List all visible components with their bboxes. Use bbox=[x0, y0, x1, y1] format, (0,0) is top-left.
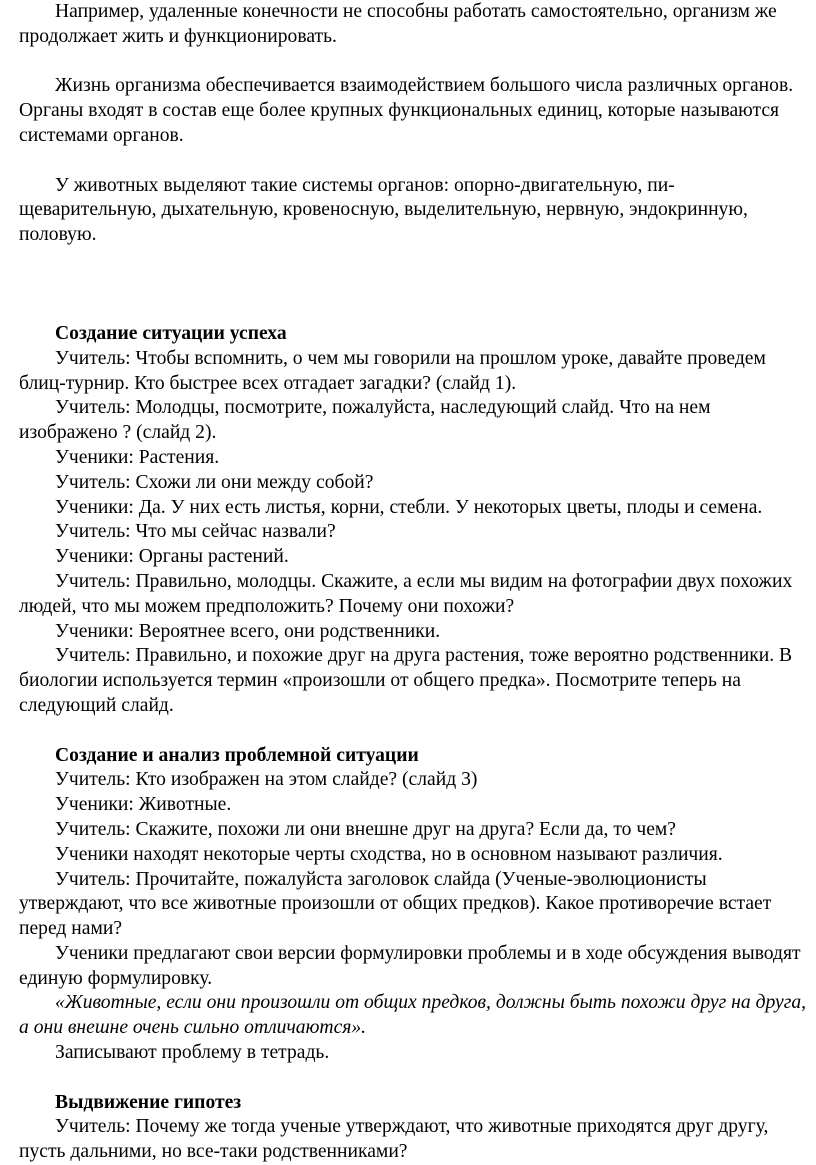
dialogue-line: Учитель: Правильно, молодцы. Скажите, а если мы видим на фотографии двух похожих людей, что мы можем предположить? Почему они похожи? bbox=[19, 570, 793, 617]
dialogue-line: Ученики: Органы растений. bbox=[55, 546, 289, 568]
section-heading-hypotheses: Выдвижение гипотез bbox=[55, 1091, 242, 1113]
dialogue-line: Учитель: Почему же тогда ученые утверждают, что животные приходятся друг другу, пусть дальними, но все-таки родственниками? bbox=[19, 1116, 769, 1163]
dialogue-line: Записывают проблему в тетрадь. bbox=[55, 1042, 330, 1064]
spacer bbox=[19, 719, 813, 744]
dialogue-line: Учитель: Скажите, похожи ли они внешне друг на друга? Если да, то чем? bbox=[55, 818, 676, 840]
dialogue-line: Учитель: Прочитайте, пожалуйста заголовок слайда (Ученые-эволюционисты утверждают, что все животные произошли от общих предков). Какое противоречие встает перед нами? bbox=[19, 868, 772, 940]
intro-paragraph-2: Жизнь организма обеспечивается взаимодействием большого числа различных органов. Органы входят в состав еще более крупных функциональных единиц, которые называются системами органов. bbox=[19, 75, 794, 146]
intro-paragraph-3: У животных выделяют такие системы органов: опорно-двигательную, пи- щеварительную, дыхательную, кровеносную, выделительную, нервную, эндокринную, половую. bbox=[19, 174, 748, 246]
spacer bbox=[19, 50, 813, 75]
spacer bbox=[19, 1066, 813, 1091]
section-heading-problem: Создание и анализ проблемной ситуации bbox=[55, 744, 419, 766]
dialogue-line: Ученики: Животные. bbox=[55, 794, 232, 816]
dialogue-line: Ученики: Да. У них есть листья, корни, стебли. У некоторых цветы, плоды и семена. bbox=[55, 496, 763, 518]
section-heading-success: Создание ситуации успеха bbox=[55, 322, 287, 344]
dialogue-line: Учитель: Чтобы вспомнить, о чем мы говорили на прошлом уроке, давайте проведем блиц-турнир. Кто быстрее всех отгадает загадки? (слайд 1). bbox=[19, 347, 766, 394]
intro-paragraph-1: Например, удаленные конечности не способны работать самостоятельно, организм же продолжает жить и функционировать. bbox=[19, 1, 777, 47]
spacer bbox=[19, 248, 813, 322]
dialogue-line: Учитель: Правильно, и похожие друг на друга растения, тоже вероятно родственники. В биологии используется термин «произошли от общего предка». Посмотрите теперь на следующий слайд. bbox=[19, 645, 793, 716]
dialogue-line: Учитель: Кто изображен на этом слайде? (слайд 3) bbox=[55, 769, 478, 791]
dialogue-line: Ученики находят некоторые черты сходства, но в основном называют различия. bbox=[55, 843, 723, 865]
spacer bbox=[19, 149, 813, 174]
dialogue-line: Учитель: Что мы сейчас назвали? bbox=[55, 521, 336, 543]
document-page bbox=[19, 0, 813, 1165]
dialogue-line: Ученики: Растения. bbox=[55, 446, 220, 468]
dialogue-line: Ученики предлагают свои версии формулировки проблемы и в ходе обсуждения выводят единую формулировку. bbox=[19, 942, 801, 989]
dialogue-line: Учитель: Схожи ли они между собой? bbox=[55, 471, 374, 493]
dialogue-line: Ученики: Вероятнее всего, они родственники. bbox=[55, 620, 441, 642]
dialogue-line: Учитель: Молодцы, посмотрите, пожалуйста, наследующий слайд. Что на нем изображено ? (слайд 2). bbox=[19, 397, 711, 444]
problem-quote: «Животные, если они произошли от общих предков, должны быть похожи друг на друга, а они внешне очень сильно отличаются». bbox=[19, 992, 807, 1039]
